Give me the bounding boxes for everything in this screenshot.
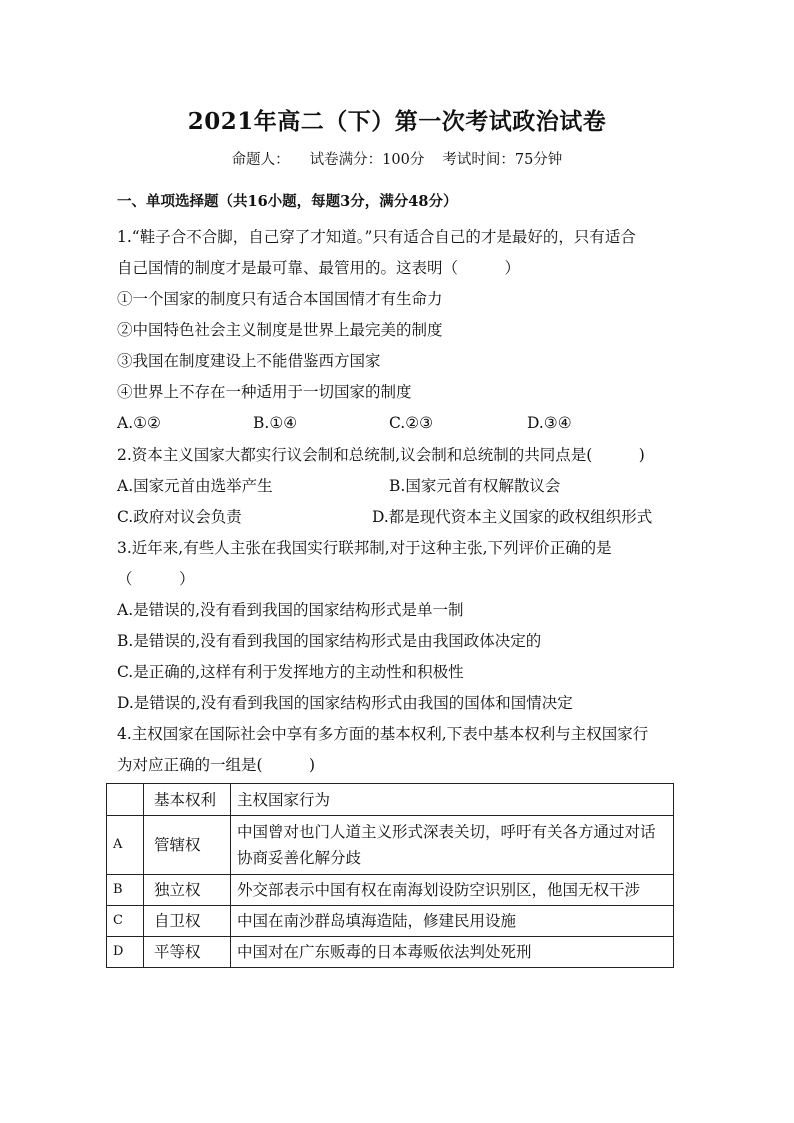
row-action: 中国在南沙群岛填海造陆，修建民用设施 — [231, 906, 674, 937]
table-row — [107, 906, 674, 937]
q1-statement-4: ④世界上不存在一种适用于一切国家的制度 — [117, 383, 412, 401]
exam-time: 考试时间：75分钟 — [442, 152, 563, 168]
q1-stem-line2: 自己国情的制度才是最可靠、最管用的。这表明（ ） — [117, 259, 521, 277]
q1-statement-1: ①一个国家的制度只有适合本国国情才有生命力 — [117, 290, 443, 308]
row-action-line2: 协商妥善化解分歧 — [237, 849, 362, 867]
row-right: 平等权 — [144, 937, 231, 968]
q4-stem-line1: 4.主权国家在国际社会中享有多方面的基本权利,下表中基本权利与主权国家行 — [117, 725, 649, 743]
q3-stem-line1: 3.近年来,有些人主张在我国实行联邦制,对于这种主张,下列评价正确的是 — [117, 539, 612, 557]
table-row — [107, 937, 674, 968]
row-action-line1: 中国曾对也门人道主义形式深表关切，呼吁有关各方通过对话 — [237, 823, 656, 841]
table-row — [107, 875, 674, 906]
table-row — [107, 816, 674, 875]
q4-stem-line2: 为对应正确的一组是( ) — [117, 756, 316, 774]
q3-option-d: D.是错误的,没有看到我国的国家结构形式由我国的国体和国情决定 — [117, 694, 573, 712]
q2-option-d: D.都是现代资本主义国家的政权组织形式 — [372, 508, 653, 526]
row-letter: C — [107, 906, 144, 937]
row-right: 自卫权 — [144, 906, 231, 937]
full-score: 试卷满分：100分 — [309, 152, 425, 168]
q2-option-c: C.政府对议会负责 — [117, 508, 242, 526]
q3-option-a: A.是错误的,没有看到我国的国家结构形式是单一制 — [117, 601, 464, 619]
q2-stem: 2.资本主义国家大都实行议会制和总统制,议会制和总统制的共同点是( ) — [117, 446, 645, 464]
q1-option-a: A.①② — [117, 414, 161, 432]
row-action: 外交部表示中国有权在南海划设防空识别区，他国无权干涉 — [231, 875, 674, 906]
row-letter: A — [107, 816, 144, 875]
table-header-action: 主权国家行为 — [231, 784, 674, 816]
q1-option-b: B.①④ — [253, 414, 298, 432]
row-letter: D — [107, 937, 144, 968]
q3-option-c: C.是正确的,这样有利于发挥地方的主动性和积极性 — [117, 663, 464, 681]
q1-statement-3: ③我国在制度建设上不能借鉴西方国家 — [117, 352, 381, 370]
author-label: 命题人： — [231, 152, 290, 168]
table-header-blank — [107, 784, 144, 816]
row-letter: B — [107, 875, 144, 906]
table-header-row — [107, 784, 674, 816]
q1-stem-line1: 1.“鞋子合不合脚，自己穿了才知道。”只有适合自己的才是最好的，只有适合 — [117, 228, 636, 246]
q2-option-b: B.国家元首有权解散议会 — [389, 477, 561, 495]
q1-statement-2: ②中国特色社会主义制度是世界上最完美的制度 — [117, 321, 443, 339]
q1-option-d: D.③④ — [527, 414, 572, 432]
exam-meta — [0, 148, 794, 169]
q3-option-b: B.是错误的,没有看到我国的国家结构形式是由我国政体决定的 — [117, 632, 542, 650]
exam-title: 2021年高二（下）第一次考试政治试卷 — [187, 108, 607, 135]
section-heading: 一、单项选择题（共16小题，每题3分，满分48分） — [117, 193, 458, 210]
q1-option-c: C.②③ — [389, 414, 434, 432]
row-right: 管辖权 — [144, 816, 231, 875]
row-right: 独立权 — [144, 875, 231, 906]
row-action — [231, 816, 674, 875]
table-header-right: 基本权利 — [144, 784, 231, 816]
q3-stem-line2: （ ） — [117, 570, 195, 588]
rights-table — [106, 783, 674, 968]
row-action: 中国对在广东贩毒的日本毒贩依法判处死刑 — [231, 937, 674, 968]
q2-option-a: A.国家元首由选举产生 — [117, 477, 273, 495]
